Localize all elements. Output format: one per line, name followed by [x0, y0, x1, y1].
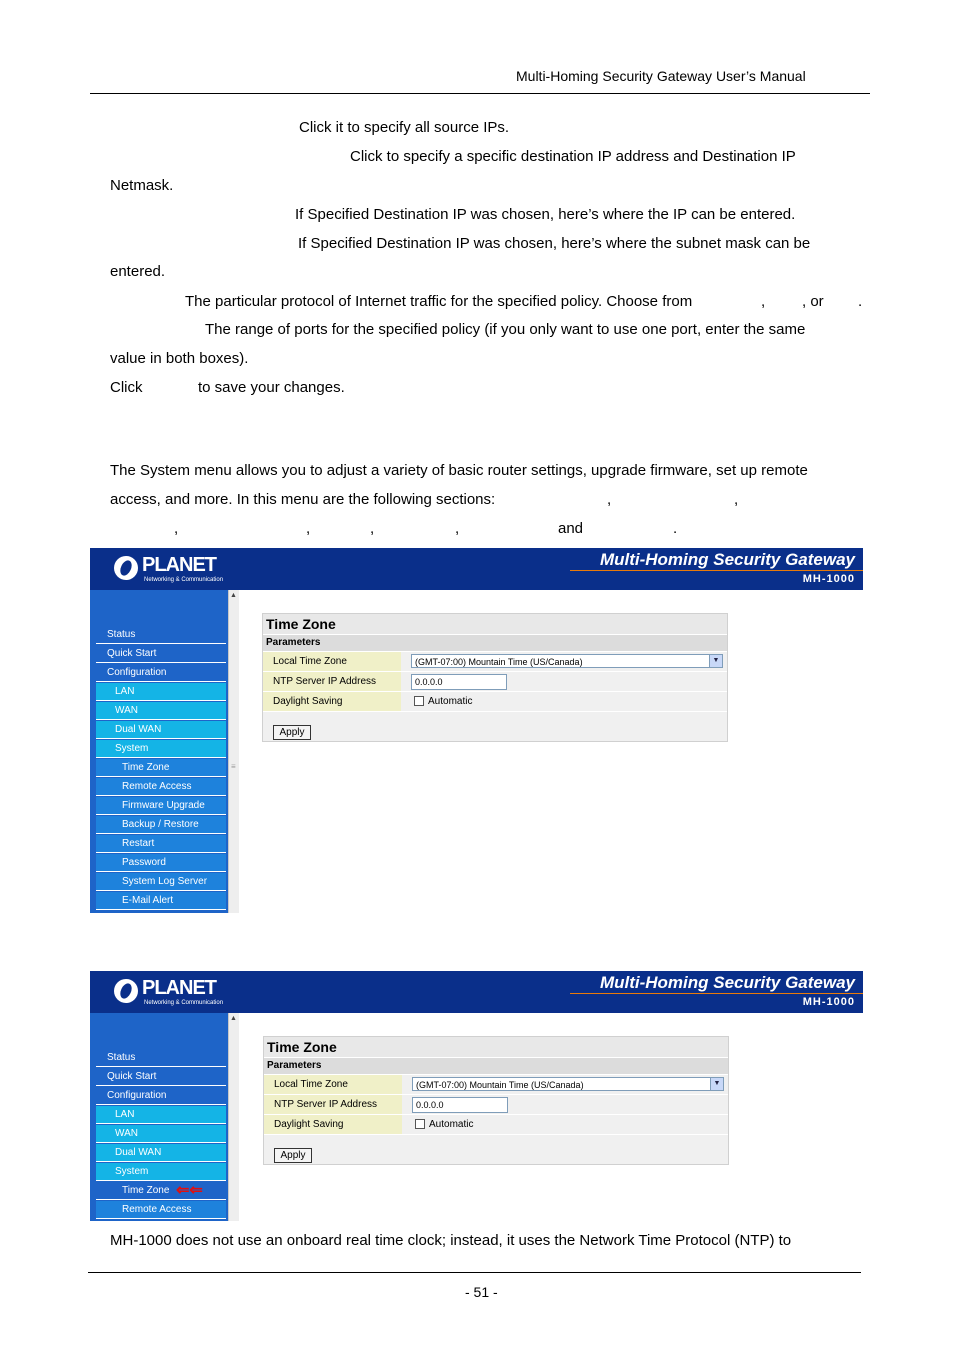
automatic-checkbox[interactable] [415, 1119, 425, 1129]
daylight-saving-label: Daylight Saving [263, 692, 401, 711]
local-time-zone-select[interactable] [411, 654, 723, 668]
menu-item-time-zone[interactable]: Time Zone [96, 1182, 226, 1200]
time-zone-panel [263, 1036, 729, 1165]
text-line: Click it to specify all source IPs. [299, 119, 510, 136]
text-punct: , or [802, 293, 824, 310]
text-line: If Specified Destination IP was chosen, here’s where the IP can be entered. [295, 206, 796, 223]
text-line: Click [110, 379, 143, 396]
planet-logo-icon [114, 979, 138, 1003]
menu-item-time-zone[interactable]: Time Zone [96, 759, 226, 777]
footer-rule [88, 1272, 861, 1273]
logo-text: PLANET [142, 977, 216, 999]
menu-item-status[interactable]: Status [96, 626, 226, 644]
text-punct: . [673, 520, 678, 537]
menu-item-system[interactable]: System [96, 1163, 226, 1181]
text-punct: , [174, 520, 179, 537]
ntp-server-input[interactable]: 0.0.0.0 [412, 1097, 508, 1113]
planet-logo-icon [114, 556, 138, 580]
text-line: MH-1000 does not use an onboard real time clock; instead, it uses the Network Time Protocol (NTP) to [110, 1232, 792, 1249]
panel-subtitle: Parameters [263, 635, 727, 652]
menu-item-configuration[interactable]: Configuration [96, 664, 226, 682]
menu-item-wan[interactable]: WAN [96, 702, 226, 720]
local-time-zone-select[interactable] [412, 1077, 724, 1091]
row-daylight-saving [264, 1115, 728, 1135]
apply-button[interactable]: Apply [274, 1148, 312, 1163]
text-line: value in both boxes). [110, 350, 249, 367]
menu-item-lan[interactable]: LAN [96, 1106, 226, 1124]
menu-item-restart[interactable]: Restart [96, 835, 226, 853]
logo-text: PLANET [142, 554, 216, 576]
text-punct: , [370, 520, 375, 537]
scroll-grip-icon[interactable]: ≡ [231, 762, 236, 771]
text-punct: , [607, 491, 612, 508]
menu-item-system[interactable]: System [96, 740, 226, 758]
local-time-zone-value: (GMT-07:00) Mountain Time (US/Canada) [415, 657, 583, 667]
text-line: The System menu allows you to adjust a variety of basic router settings, upgrade firmware, set up remote [110, 462, 808, 479]
brand-title: Multi-Homing Security Gateway [599, 973, 855, 992]
text-line: If Specified Destination IP was chosen, here’s where the subnet mask can be [298, 235, 811, 252]
text-line: to save your changes. [198, 379, 345, 396]
page-number: - 51 - [465, 1284, 498, 1300]
menu-item-remote-access[interactable]: Remote Access [96, 1201, 226, 1219]
logo-subtitle: Networking & Communication [144, 577, 224, 583]
banner [90, 971, 863, 1013]
model-label: MH-1000 [802, 996, 855, 1008]
banner-divider [570, 570, 863, 571]
menu-item-dual-wan[interactable]: Dual WAN [96, 721, 226, 739]
row-local-time-zone [264, 1075, 728, 1095]
local-time-zone-label: Local Time Zone [263, 652, 401, 671]
menu-item-quick-start[interactable]: Quick Start [96, 645, 226, 663]
sidebar-scrollbar[interactable] [228, 590, 239, 913]
banner-divider [570, 993, 863, 994]
menu-item-email-alert[interactable]: E-Mail Alert [96, 892, 226, 910]
row-ntp-server [263, 672, 727, 692]
header-rule [90, 93, 870, 94]
text-punct: , [761, 293, 766, 310]
automatic-checkbox[interactable] [414, 696, 424, 706]
menu-item-status[interactable]: Status [96, 1049, 226, 1067]
sidebar-scrollbar[interactable] [228, 1013, 239, 1221]
menu-item-remote-access[interactable]: Remote Access [96, 778, 226, 796]
text-punct: , [734, 491, 739, 508]
text-line: The particular protocol of Internet traffic for the specified policy. Choose from [185, 293, 693, 310]
screenshot-time-zone-full [90, 548, 863, 913]
text-line: The range of ports for the specified policy (if you only want to use one port, enter the same [205, 321, 806, 338]
text-punct: , [455, 520, 460, 537]
scroll-up-icon[interactable]: ▲ [230, 592, 237, 599]
menu-item-system-log-server[interactable]: System Log Server [96, 873, 226, 891]
ntp-server-input[interactable]: 0.0.0.0 [411, 674, 507, 690]
text-punct: , [306, 520, 311, 537]
row-daylight-saving [263, 692, 727, 712]
menu-item-password[interactable]: Password [96, 854, 226, 872]
menu-item-firmware-upgrade[interactable]: Firmware Upgrade [96, 797, 226, 815]
menu-item-backup-restore[interactable]: Backup / Restore [96, 816, 226, 834]
menu-item-lan[interactable]: LAN [96, 683, 226, 701]
header-title: Multi-Homing Security Gateway User’s Manual [516, 68, 806, 84]
text-line: Click to specify a specific destination IP address and Destination IP [350, 148, 796, 165]
panel-title: Time Zone [263, 614, 727, 635]
panel-subtitle: Parameters [264, 1058, 728, 1075]
text-line: and [558, 520, 584, 537]
automatic-label: Automatic [428, 696, 473, 707]
time-zone-panel [262, 613, 728, 742]
menu-item-quick-start[interactable]: Quick Start [96, 1068, 226, 1086]
text-line: Netmask. [110, 177, 174, 194]
ntp-server-label: NTP Server IP Address [263, 672, 401, 691]
brand-title: Multi-Homing Security Gateway [599, 550, 855, 569]
row-local-time-zone [263, 652, 727, 672]
local-time-zone-value: (GMT-07:00) Mountain Time (US/Canada) [416, 1080, 584, 1090]
apply-button[interactable]: Apply [273, 725, 311, 740]
local-time-zone-label: Local Time Zone [264, 1075, 402, 1094]
text-line: access, and more. In this menu are the following sections: [110, 491, 496, 508]
chevron-down-icon[interactable]: ▼ [710, 1078, 723, 1090]
menu-item-dual-wan[interactable]: Dual WAN [96, 1144, 226, 1162]
daylight-saving-label: Daylight Saving [264, 1115, 402, 1134]
banner [90, 548, 863, 590]
menu-item-configuration[interactable]: Configuration [96, 1087, 226, 1105]
screenshot-time-zone-arrow [90, 971, 863, 1221]
chevron-down-icon[interactable]: ▼ [709, 655, 722, 667]
text-line: entered. [110, 263, 166, 280]
row-ntp-server [264, 1095, 728, 1115]
red-arrow-icon: ⇐⇐ [176, 1182, 203, 1199]
logo-subtitle: Networking & Communication [144, 1000, 224, 1006]
model-label: MH-1000 [802, 573, 855, 585]
automatic-label: Automatic [429, 1119, 474, 1130]
panel-title: Time Zone [264, 1037, 728, 1058]
scroll-up-icon[interactable]: ▲ [230, 1015, 237, 1022]
menu-item-wan[interactable]: WAN [96, 1125, 226, 1143]
ntp-server-label: NTP Server IP Address [264, 1095, 402, 1114]
text-punct: . [858, 293, 863, 310]
